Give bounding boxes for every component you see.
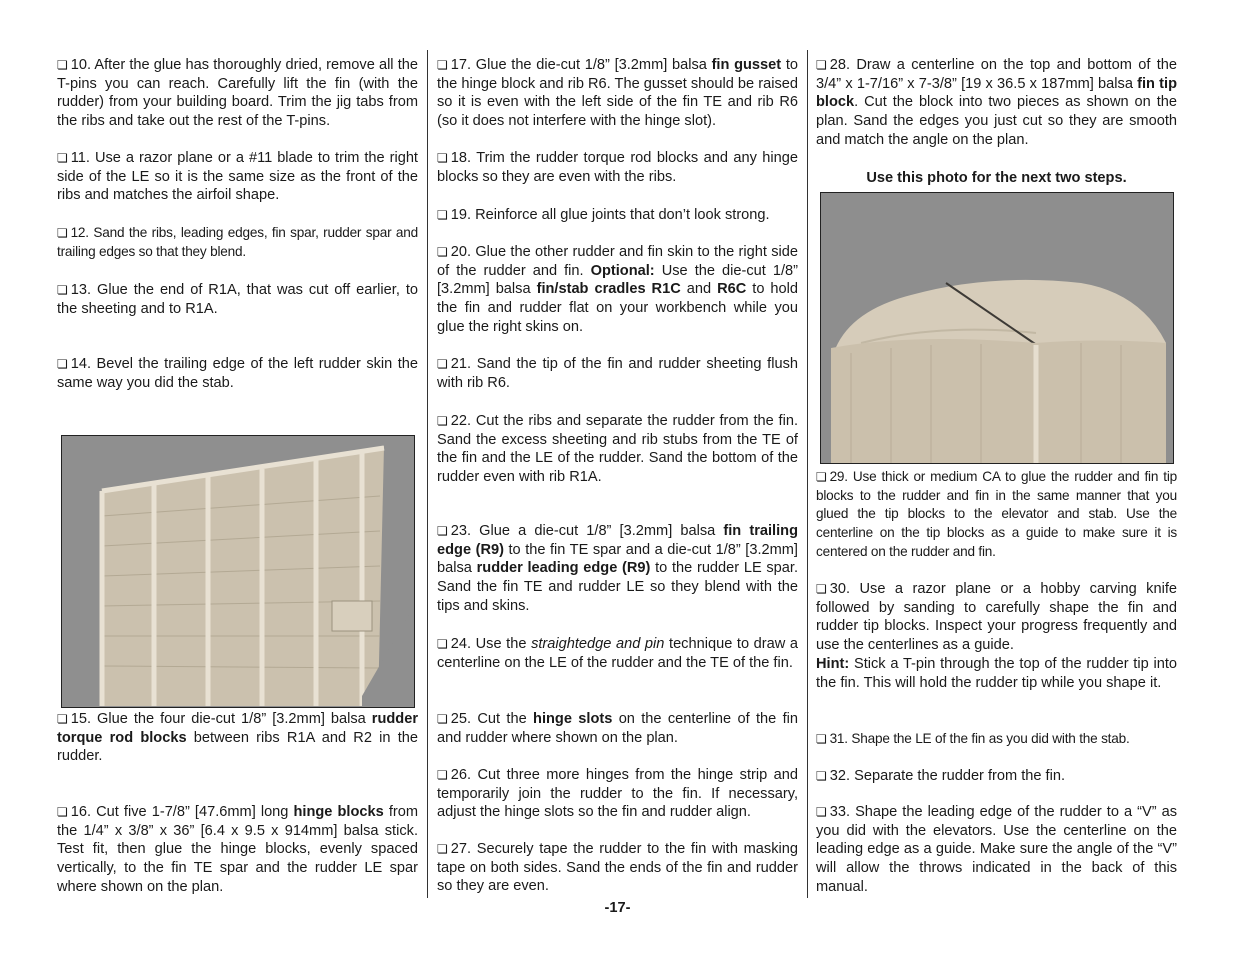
checkbox-icon[interactable]: ❏ — [437, 357, 448, 371]
step-19: ❏ 19. Reinforce all glue joints that don’t look strong. — [437, 207, 770, 223]
step-16: ❏ 16. Cut five 1-7/8” [47.6mm] long hinge blocks from the 1/4” x 3/8” x 36” [6.4 x 9.5 x 914mm] balsa stick. Test fit, then glue the hinge blocks, evenly spaced vertically, to the fin TE spar and the rudder LE spar where shown on the plan. — [57, 804, 419, 895]
checkbox-icon[interactable]: ❏ — [816, 769, 827, 783]
column-divider — [427, 50, 428, 898]
step-30: ❏ 30. Use a razor plane or a hobby carving knife followed by sanding to carefully shape the fin and rudder tip blocks. Inspect your progress frequently and use the centerlines as a guide. Hint: Stick a T-pin through the top of the rudder tip into the fin. This will hold the rudder tip while you shape it. — [816, 581, 1177, 691]
step-31: ❏ 31. Shape the LE of the fin as you did with the stab. — [816, 731, 1130, 746]
step-24: ❏ 24. Use the straightedge and pin technique to draw a centerline on the LE of the rudder and the TE of the fin. — [437, 636, 798, 671]
checkbox-icon[interactable]: ❏ — [437, 524, 448, 538]
checkbox-icon[interactable]: ❏ — [816, 805, 827, 819]
step-25: ❏ 25. Cut the hinge slots on the centerline of the fin and rudder where shown on the plan. — [437, 711, 799, 746]
step-26: ❏ 26. Cut three more hinges from the hinge strip and temporarily join the rudder to the fin. If necessary, adjust the hinge slots so the fin and rudder align. — [437, 767, 798, 821]
checkbox-icon[interactable]: ❏ — [437, 712, 448, 726]
checkbox-icon[interactable]: ❏ — [816, 732, 827, 746]
checkbox-icon[interactable]: ❏ — [437, 768, 448, 782]
checkbox-icon[interactable]: ❏ — [437, 414, 448, 428]
step-32: ❏ 32. Separate the rudder from the fin. — [816, 768, 1066, 784]
page-number: -17- — [604, 900, 631, 916]
step-20: ❏ 20. Glue the other rudder and fin skin to the right side of the rudder and fin. Optional: Use the die-cut 1/8” [3.2mm] balsa fin/stab cradles R1C and R6C to hold the fin and rudder flat on your workbench while you glue the right skins on. — [437, 244, 799, 335]
step-11: ❏ 11. Use a razor plane or a #11 blade to trim the right side of the LE so it is the same size as the front of the ribs and matches the airfoil shape. — [57, 150, 418, 204]
step-15: ❏ 15. Glue the four die-cut 1/8” [3.2mm] balsa rudder torque rod blocks between ribs R1A and R2 in the rudder. — [57, 711, 419, 765]
step-22: ❏ 22. Cut the ribs and separate the rudder from the fin. Sand the excess sheeting and rib stubs from the TE of the fin and the LE of the rudder. Sand the bottom of the rudder even with rib R1A. — [437, 413, 798, 486]
step-13: ❏ 13. Glue the end of R1A, that was cut off earlier, to the sheeting and to R1A. — [57, 282, 418, 317]
checkbox-icon[interactable]: ❏ — [437, 245, 448, 259]
checkbox-icon[interactable]: ❏ — [57, 151, 68, 165]
step-12: ❏ 12. Sand the ribs, leading edges, fin spar, rudder spar and trailing edges so that they blend. — [57, 225, 418, 259]
checkbox-icon[interactable]: ❏ — [437, 58, 448, 72]
photo-caption: Use this photo for the next two steps. — [866, 170, 1127, 186]
step-29: ❏ 29. Use thick or medium CA to glue the rudder and fin tip blocks to the rudder and fin in the same manner that you glued the tip blocks to the elevator and stab. Use the centerline on the tip blocks as a guide to make sure it is centered on the rudder and fin. — [816, 469, 1177, 559]
step-17: ❏ 17. Glue the die-cut 1/8” [3.2mm] balsa fin gusset to the hinge block and rib R6. The gusset should be raised so it is even with the left side of the fin TE and rib R6 (so it does not interfere with the hinge slot). — [437, 57, 798, 130]
step-18: ❏ 18. Trim the rudder torque rod blocks and any hinge blocks so they are even with the ribs. — [437, 150, 798, 185]
fin-rudder-frame-photo — [61, 435, 415, 708]
step-33: ❏ 33. Shape the leading edge of the rudder to a “V” as you did with the elevators. Use the centerline on the leading edge as a guide. Make sure the angle of the “V” will allow the throws indicated in the back of this manual. — [816, 804, 1177, 895]
checkbox-icon[interactable]: ❏ — [437, 208, 448, 222]
column-divider — [807, 50, 808, 898]
checkbox-icon[interactable]: ❏ — [437, 637, 448, 651]
checkbox-icon[interactable]: ❏ — [437, 842, 448, 856]
checkbox-icon[interactable]: ❏ — [816, 470, 827, 484]
checkbox-icon[interactable]: ❏ — [57, 226, 68, 240]
checkbox-icon[interactable]: ❏ — [57, 712, 68, 726]
checkbox-icon[interactable]: ❏ — [437, 151, 448, 165]
step-23: ❏ 23. Glue a die-cut 1/8” [3.2mm] balsa fin trailing edge (R9) to the fin TE spar and a die-cut 1/8” [3.2mm] balsa rudder leading edge (R9) to the rudder LE spar. Sand the fin TE and rudder LE so they blend with the tips and skins. — [437, 523, 799, 614]
step-27: ❏ 27. Securely tape the rudder to the fin with masking tape on both sides. Sand the ends of the fin and rudder so they are even. — [437, 841, 798, 895]
tip-block-photo — [820, 192, 1174, 464]
step-21: ❏ 21. Sand the tip of the fin and rudder sheeting flush with rib R6. — [437, 356, 798, 391]
checkbox-icon[interactable]: ❏ — [57, 805, 68, 819]
checkbox-icon[interactable]: ❏ — [816, 58, 827, 72]
step-14: ❏ 14. Bevel the trailing edge of the left rudder skin the same way you did the stab. — [57, 356, 418, 391]
step-10: ❏ 10. After the glue has thoroughly dried, remove all the T-pins you can reach. Carefully lift the fin (with the rudder) from your building board. Trim the jig tabs from the ribs and take out the rest of the T-pins. — [57, 57, 418, 130]
step-28: ❏ 28. Draw a centerline on the top and bottom of the 3/4” x 1-7/16” x 7-3/8” [19 x 36.5 x 187mm] balsa fin tip block. Cut the block into two pieces as shown on the plan. Sand the edges you just cut so they are smooth and match the angle on the plan. — [816, 57, 1177, 148]
checkbox-icon[interactable]: ❏ — [57, 357, 68, 371]
checkbox-icon[interactable]: ❏ — [57, 58, 68, 72]
checkbox-icon[interactable]: ❏ — [816, 582, 827, 596]
checkbox-icon[interactable]: ❏ — [57, 283, 68, 297]
